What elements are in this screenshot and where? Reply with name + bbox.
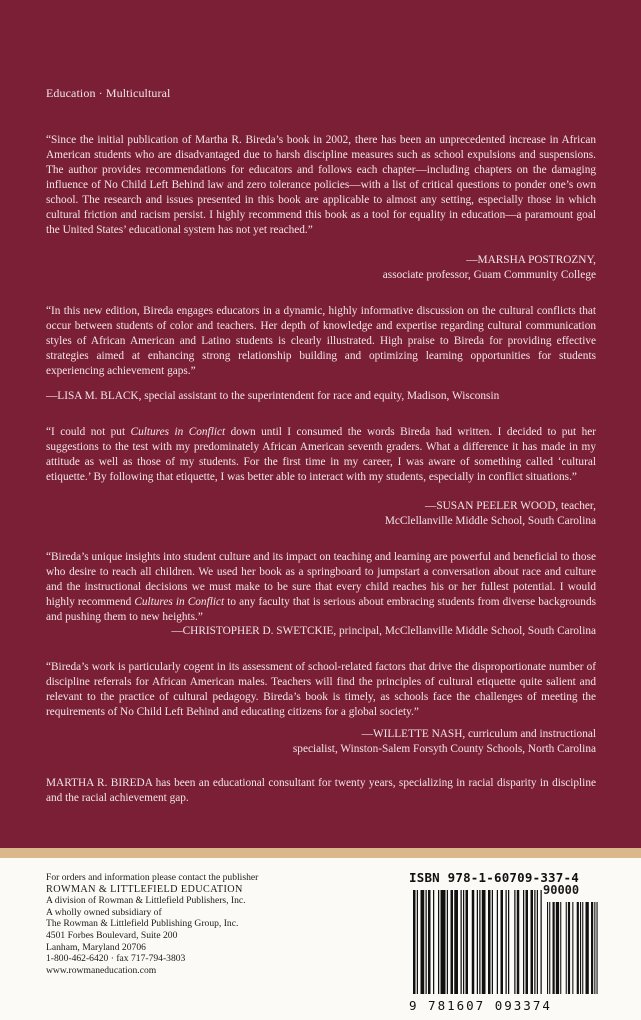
barcode-bar xyxy=(461,890,462,994)
isbn-label: ISBN 978-1-60709-337-4 xyxy=(409,870,579,885)
publisher-info xyxy=(46,872,258,976)
barcode-bar xyxy=(421,890,425,994)
blurb-swetckie xyxy=(46,550,596,625)
price-code-label: 90000 xyxy=(543,883,580,897)
addon-bar xyxy=(597,902,598,994)
barcode-bar xyxy=(454,890,458,994)
publisher-line-contact: For orders and information please contact the publisher xyxy=(46,872,259,883)
barcode-bar xyxy=(479,890,480,994)
barcode-bar xyxy=(488,890,491,994)
barcode-bar xyxy=(433,890,434,994)
attribution-wood-school: McClellanville Middle School, South Carolina xyxy=(384,515,596,527)
blurb-postrozny: “Since the initial publication of Martha R. Bireda’s book in 2002, there has been an unprecedented increase in African American students who are disadvantaged due to harsh discipline measures such as school expulsions and suspensions. The author provides recommendations for educators and follows each chapter—including chapters on the damaging influence of No Child Left Behind law and zero tolerance policies—with a list of critical questions to ponder one’s own school. The research and issues presented in this book are applicable to almost any setting, especially those in which cultural friction and racism persist. I highly recommend this book as a tool for equality in education—a paramount goal the United States’ educational system has not yet reached.” xyxy=(46,134,596,236)
attribution-postrozny-title: associate professor, Guam Community College xyxy=(382,269,596,281)
author-bio: MARTHA R. BIREDA has been an educational consultant for twenty years, specializing in racial disparity in discipline and the racial achievement gap. xyxy=(46,777,596,804)
addon-bar xyxy=(547,902,548,994)
attribution-nash-title: specialist, Winston-Salem Forsyth County Schools, North Carolina xyxy=(292,743,596,755)
barcode-bar xyxy=(466,890,469,994)
category-label: Education · Multicultural xyxy=(46,86,171,100)
barcode-bar xyxy=(541,890,542,994)
addon-bar xyxy=(594,902,595,994)
barcode-bar xyxy=(447,890,448,994)
addon-bar xyxy=(586,902,589,994)
barcode-bar xyxy=(523,890,524,994)
barcode-bar xyxy=(438,890,439,994)
barcode-bar xyxy=(451,890,454,994)
addon-bar xyxy=(580,902,581,994)
publisher-website: www.rowmaneducation.com xyxy=(46,964,157,976)
barcode-bar xyxy=(441,890,446,994)
barcode-bar xyxy=(477,890,478,994)
barcode xyxy=(409,890,599,1000)
barcode-bar xyxy=(531,890,534,994)
addon-bar xyxy=(556,902,559,994)
barcode-bar xyxy=(526,890,529,994)
barcode-bar xyxy=(492,890,493,994)
attribution-nash-name: —WILLETTE NASH, curriculum and instructional xyxy=(361,728,596,740)
publisher-group: The Rowman & Littlefield Publishing Group, Inc. xyxy=(46,918,239,930)
blurb-wood-text-after: down until I consumed the words Bireda had written. I decided to put her suggestions to the test with my predominately African American seventh graders. What a difference it has made in my attitude as well as those of my students. For the first time in my career, I was aware of something called ‘cultural etiquette.’ By following that etiquette, I was better able to interact with my students, especially in conflict situations.” xyxy=(46,426,596,483)
addon-bar xyxy=(549,902,550,994)
addon-bar xyxy=(568,902,570,994)
barcode-bar xyxy=(482,890,486,994)
barcode-bar xyxy=(508,890,509,994)
barcode-bar xyxy=(537,890,538,994)
addon-bar xyxy=(577,902,579,994)
barcode-bar xyxy=(413,890,416,994)
addon-bar xyxy=(560,902,561,994)
gold-band xyxy=(0,848,641,858)
barcode-bar xyxy=(517,890,520,994)
blurb-wood-text-before: “I could not put xyxy=(46,426,131,438)
publisher-panel xyxy=(0,858,641,1020)
barcode-bar xyxy=(463,890,464,994)
barcode-bar xyxy=(417,890,418,994)
publisher-phone: 1-800-462-6420 · fax 717-794-3803 xyxy=(46,953,186,965)
barcode-bar xyxy=(472,890,475,994)
barcode-bar xyxy=(506,890,507,994)
attribution-black: —LISA M. BLACK, special assistant to the superintendent for race and equity, Madison, Wisconsin xyxy=(46,390,500,402)
publisher-address: 4501 Forbes Boulevard, Suite 200 xyxy=(46,929,178,941)
addon-bar xyxy=(572,902,573,994)
addon-bar xyxy=(591,902,593,994)
addon-bar xyxy=(566,902,567,994)
publisher-division: A division of Rowman & Littlefield Publishers, Inc. xyxy=(46,895,246,907)
attribution-swetckie: —CHRISTOPHER D. SWETCKIE, principal, McClellanville Middle School, South Carolina xyxy=(171,625,596,637)
barcode-graphic xyxy=(409,890,599,998)
blurb-nash: “Bireda’s work is particularly cogent in its assessment of school-related factors that drive the disproportionate number of discipline referrals for African American males. Teachers will find the principles of cultural etiquette quite salient and relevant to the practice of cultural pedagogy. Bireda’s book is timely, as schools face the challenges of meeting the requirements of No Child Left Behind and educating citizens for a global society.” xyxy=(46,661,596,718)
blurb-swetckie-text-after: to any faculty that is serious about embracing students from diverse backgrounds and pushing them to new heights.” xyxy=(46,596,596,623)
blurb-wood xyxy=(46,425,596,485)
attribution-wood-name: —SUSAN PEELER WOOD, teacher, xyxy=(425,500,596,512)
barcode-bar xyxy=(501,890,504,994)
book-title-italic: Cultures in Conflict xyxy=(134,596,225,608)
book-title-italic: Cultures in Conflict xyxy=(130,426,226,438)
barcode-bar xyxy=(514,890,515,994)
blurb-swetckie-text-before: “Bireda’s unique insights into student culture and its impact on teaching and learning are powerful and beneficial to those who desire to reach all children. We used her book as a springboard to jumpstart a conversation about race and culture and the instructional decisions we must make to be sure that every child reaches his or her fullest potential. I would highly recommend xyxy=(46,551,596,608)
barcode-bar xyxy=(426,890,427,994)
barcode-bar xyxy=(497,890,498,994)
publisher-name: ROWMAN & LITTLEFIELD EDUCATION xyxy=(46,883,243,895)
publisher-city: Lanham, Maryland 20706 xyxy=(46,941,146,953)
blurb-black: “In this new edition, Bireda engages educators in a dynamic, highly informative discussion on the cultural conflicts that occur between students of color and teachers. Her depth of knowledge and expertise regarding cultural communication styles of African American and Latino students is clearly illustrated. High praise to Bireda for providing effective strategies aimed at enhancing strong relationship building and optimizing learning opportunities for students experiencing achievement gaps.” xyxy=(46,305,596,377)
addon-bar xyxy=(582,902,583,994)
addon-bar xyxy=(553,902,555,994)
attribution-postrozny-name: —MARSHA POSTROZNY, xyxy=(466,254,596,266)
barcode-bar xyxy=(534,890,535,994)
barcode-bar xyxy=(428,890,431,994)
publisher-subsidiary: A wholly owned subsidiary of xyxy=(46,906,162,918)
barcode-number: 9 781607 093374 xyxy=(409,998,552,1013)
